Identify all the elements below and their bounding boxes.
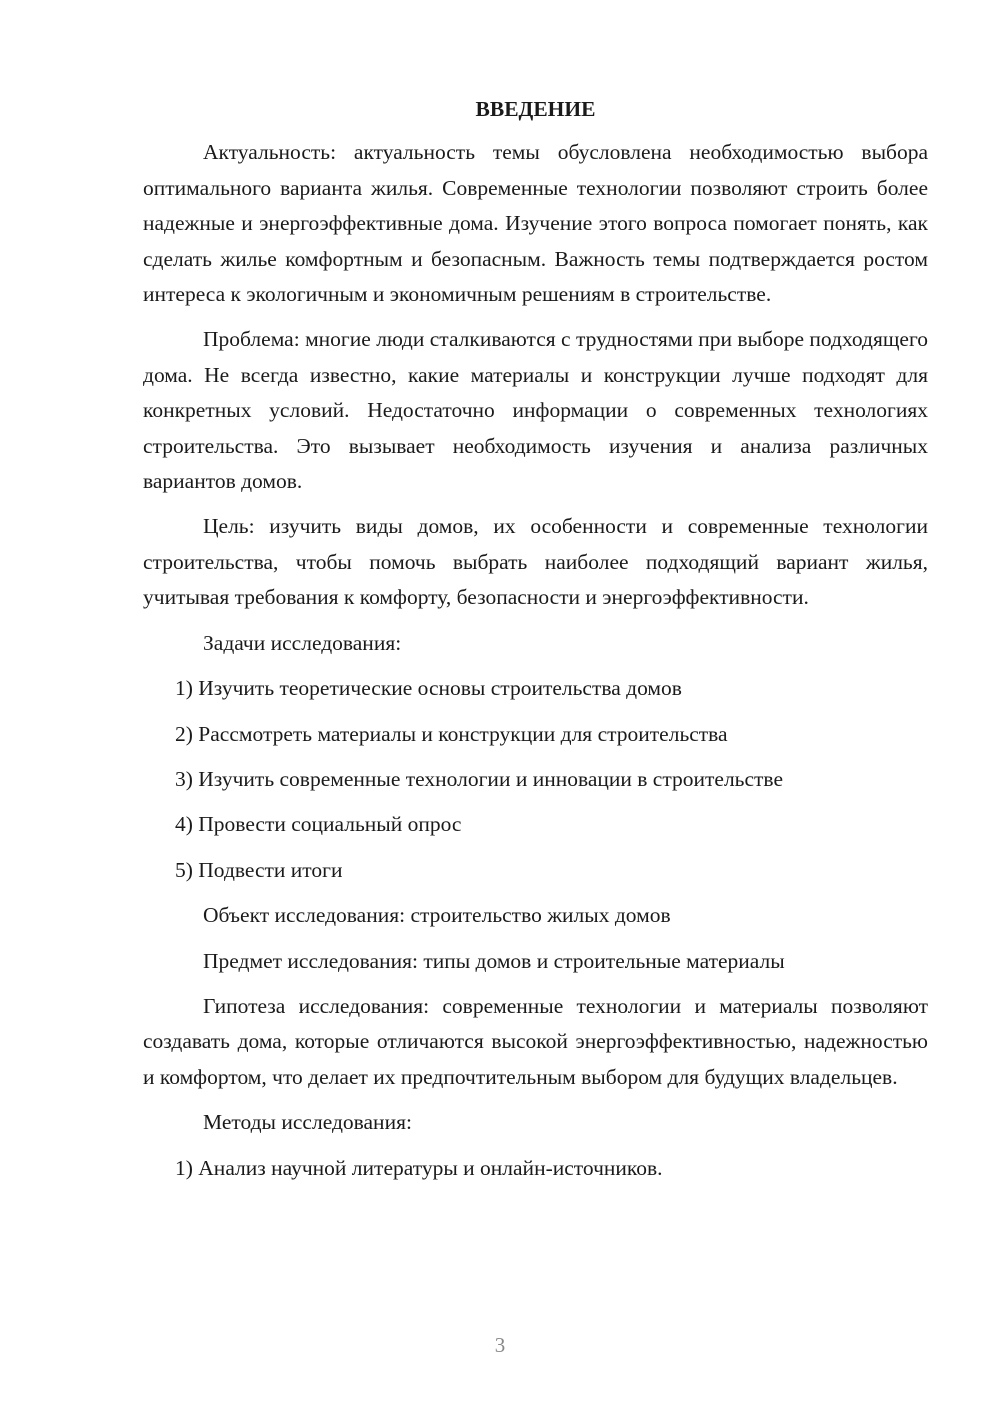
problem-paragraph: Проблема: многие люди сталкиваются с трудностями при выборе подходящего дома. Не всегда известно, какие материалы и конструкции лучше подходят для конкретных условий. Недостаточно информации о современных технологиях строительства. Это вызывает необходимость изучения и анализа различных вариантов домов.: [143, 327, 928, 494]
task-item: 1) Изучить теоретические основы строительства домов: [175, 676, 682, 701]
methods-heading: Методы исследования:: [203, 1110, 412, 1135]
page-number: 3: [494, 1333, 506, 1357]
task-item: 4) Провести социальный опрос: [175, 812, 462, 837]
relevance-paragraph: Актуальность: актуальность темы обусловлена необходимостью выбора оптимального варианта жилья. Современные технологии позволяют строить более надежные и энергоэффективные дома. Изучение этого вопроса помогает понять, как сделать жилье комфортным и безопасным. Важность темы подтверждается ростом интереса к экологичным и экономичным решениям в строительстве.: [143, 140, 928, 307]
subject-paragraph: Предмет исследования: типы домов и строительные материалы: [203, 948, 785, 973]
tasks-heading: Задачи исследования:: [203, 630, 402, 655]
task-item: 3) Изучить современные технологии и инновации в строительстве: [175, 766, 783, 791]
methods-list: [143, 1151, 928, 1186]
object-paragraph: Объект исследования: строительство жилых домов: [203, 903, 671, 928]
tasks-list: [143, 671, 928, 888]
section-title: ВВЕДЕНИЕ: [475, 97, 596, 121]
hypothesis-paragraph: Гипотеза исследования: современные технологии и материалы позволяют создавать дома, которые отличаются высокой энергоэффективностью, надежностью и комфортом, что делает их предпочтительным выбором для будущих владельцев.: [143, 993, 928, 1089]
method-item: 1) Анализ научной литературы и онлайн-источников.: [175, 1155, 663, 1180]
task-item: 5) Подвести итоги: [175, 857, 343, 882]
goal-paragraph: Цель: изучить виды домов, их особенности и современные технологии строительства, чтобы помочь выбрать наиболее подходящий вариант жилья, учитывая требования к комфорту, безопасности и энергоэффективности.: [143, 514, 928, 610]
task-item: 2) Рассмотреть материалы и конструкции для строительства: [175, 721, 728, 746]
document-page: [143, 92, 928, 1196]
